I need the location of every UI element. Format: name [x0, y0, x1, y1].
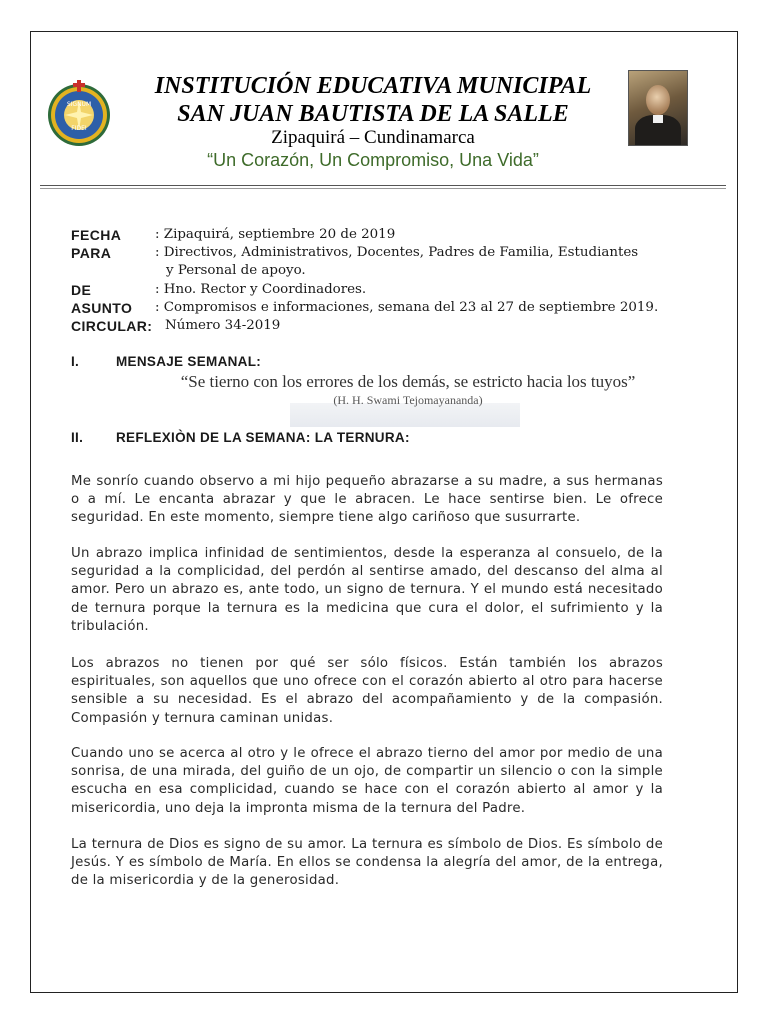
paragraph: Un abrazo implica infinidad de sentimientos, desde la esperanza al consuelo, de la seguridad a la complicidad, del perdón al sentirse amado, del descanso del alma al amor. Pero un abrazo es, ante todo, un signo de ternura. Y el mundo está necesitado de ternura porque la ternura es la medicina que cura el dolor, el sufrimiento y la tribulación.: [71, 546, 663, 634]
paragraph: La ternura de Dios es signo de su amor. La ternura es símbolo de Dios. Es símbolo de Jesús. Y es símbolo de María. En ellos se condensa la alegría del amor, de la entrega, de la misericordia y de la generosidad.: [71, 837, 663, 889]
asunto-row: [71, 299, 658, 317]
school-crest-logo: [44, 78, 114, 148]
paragraph: Me sonrío cuando observo a mi hijo pequeño abrazarse a su madre, a sus hermanas o a mí. Le encanta abrazar y que le abracen. Le hace sentirse bien. Le ofrece seguridad. En este momento, siempre tiene algo cariñoso que susurrarte.: [71, 474, 663, 526]
asunto-value: : Compromisos e informaciones, semana del 23 al 27 de septiembre 2019.: [155, 299, 659, 315]
para-value: : Directivos, Administrativos, Docentes, Padres de Familia, Estudiantes: [155, 245, 639, 261]
para-value-continued: y Personal de apoyo.: [166, 263, 306, 279]
de-value: : Hno. Rector y Coordinadores.: [155, 281, 367, 297]
paragraph: Cuando uno se acerca al otro y le ofrece el abrazo tierno del amor por medio de una sonrisa, de una mirada, del guiño de un ojo, de compartir un silencio o con la simple escucha en esa complicidad, cuando se hace con el corazón abierto al amor y la misericordia, uno deja la impronta misma de la ternura del Padre.: [71, 746, 663, 816]
circular-row: [71, 317, 658, 335]
fecha-label: FECHA: [71, 227, 122, 243]
section-number: I.: [71, 354, 80, 369]
institution-name-line2: SAN JUAN BAUTISTA DE LA SALLE: [177, 101, 569, 127]
circular-value: Número 34-2019: [165, 318, 281, 334]
section-number: II.: [71, 430, 84, 445]
circular-metadata: [71, 226, 658, 335]
weekly-quote: “Se tierno con los errores de los demás, se estricto hacia los tuyos”: [180, 372, 636, 391]
fecha-value: : Zipaquirá, septiembre 20 de 2019: [155, 227, 396, 242]
section-title: MENSAJE SEMANAL:: [116, 354, 262, 369]
para-row-continued: [71, 262, 658, 280]
header-divider-shadow: [40, 188, 726, 189]
circular-label: CIRCULAR:: [71, 318, 153, 335]
paragraph: Los abrazos no tienen por qué ser sólo físicos. Están también los abrazos espirituales, son aquellos que uno ofrece con el corazón abierto al otro para hacerse sensible a su necesidad. Es el abrazo del acompañamiento y de la compasión. Compasión y ternura caminan unidas.: [71, 656, 663, 726]
quote-author: (H. H. Swami Tejomayananda): [333, 393, 483, 407]
de-row: [71, 281, 658, 299]
section-title: REFLEXIÒN DE LA SEMANA: LA TERNURA:: [116, 430, 410, 445]
svg-text:FIDEI: FIDEI: [71, 125, 87, 132]
de-label: DE: [71, 281, 92, 298]
school-motto: “Un Corazón, Un Compromiso, Una Vida”: [207, 150, 539, 170]
institution-name-line1: INSTITUCIÓN EDUCATIVA MUNICIPAL: [154, 73, 592, 99]
para-label: PARA: [71, 245, 112, 262]
city-location: Zipaquirá – Cundinamarca: [271, 127, 475, 148]
asunto-label: ASUNTO: [71, 299, 133, 316]
svg-text:SIGNUM: SIGNUM: [66, 101, 92, 108]
header-divider: [40, 185, 726, 186]
fecha-row: [71, 226, 658, 244]
founder-portrait-image: [628, 70, 688, 146]
para-row: [71, 244, 658, 262]
